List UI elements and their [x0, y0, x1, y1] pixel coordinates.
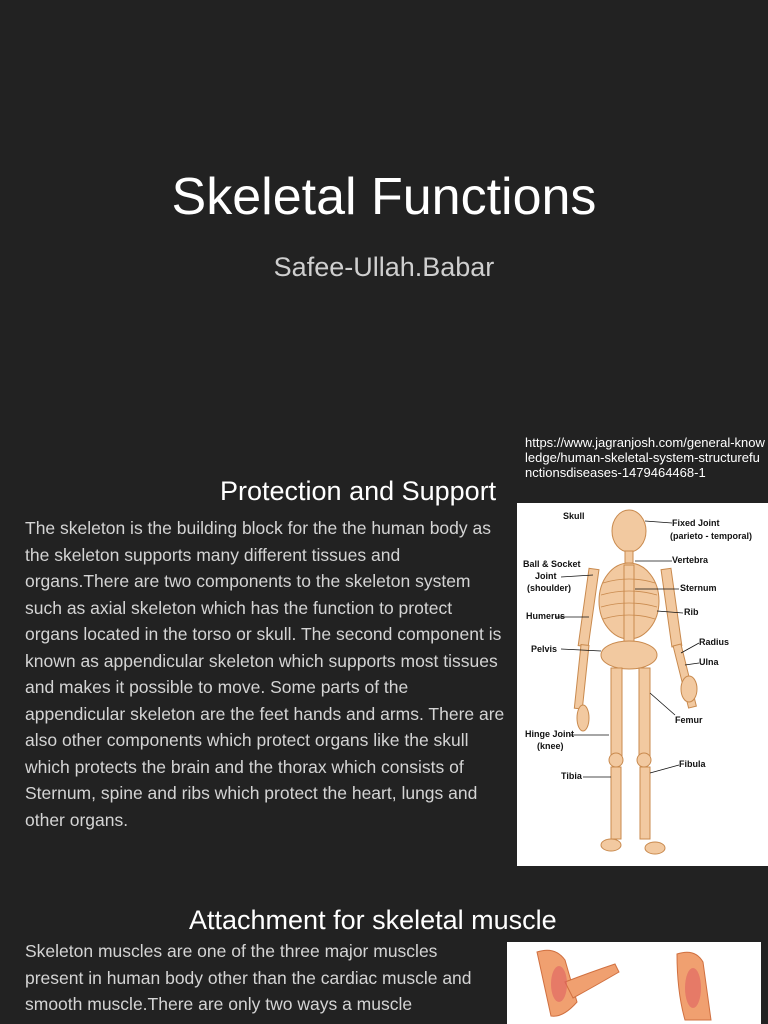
- label-ulna: Ulna: [699, 657, 719, 667]
- label-skull: Skull: [563, 511, 585, 521]
- label-fixed-joint: Fixed Joint: [672, 518, 720, 528]
- label-ball-socket: Ball & Socket: [523, 559, 581, 569]
- label-joint: Joint: [535, 571, 557, 581]
- muscle-diagram: [507, 942, 761, 1024]
- slide-author: Safee-Ullah.Babar: [273, 252, 495, 282]
- skeleton-drawing: [517, 503, 768, 866]
- skeleton-diagram: [517, 503, 768, 866]
- label-fibula: Fibula: [679, 759, 706, 769]
- label-fixed-joint-sub: (parieto - temporal): [670, 531, 753, 541]
- section-heading-attachment: Attachment for skeletal muscle: [189, 905, 557, 935]
- label-pelvis: Pelvis: [531, 644, 558, 654]
- label-knee: (knee): [537, 741, 564, 751]
- muscle-drawing: [507, 942, 761, 1024]
- section-body-protection: The skeleton is the building block for the the human body as the skeleton supports many different tissues and organs.There are two components to the skeleton system such as axial skeleton which has the function to protect organs located in the torso or skull. The second component is known as appendicular skeleton which supports most tissues and makes it possible to move. Some parts of the appendicular skeleton are the feet hands and arms. There are also other components which protect organs like the skull which protects the brain and the thorax which consists of Sternum, spine and ribs which protect the heart, lungs and other organs.: [25, 518, 505, 830]
- label-femur: Femur: [675, 715, 703, 725]
- label-shoulder: (shoulder): [527, 583, 571, 593]
- section-heading-protection: Protection and Support: [220, 476, 497, 506]
- label-hinge-joint: Hinge Joint: [525, 729, 574, 739]
- label-rib: Rib: [684, 607, 699, 617]
- slide-title: Skeletal Functions: [171, 168, 597, 226]
- label-humerus: Humerus: [526, 611, 566, 621]
- label-tibia: Tibia: [561, 771, 582, 781]
- label-radius: Radius: [699, 637, 730, 647]
- label-vertebra: Vertebra: [672, 555, 709, 565]
- source-url[interactable]: https://www.jagranjosh.com/general-knowledge/human-skeletal-system-structurefunctionsdiseases-1479464468-1: [525, 435, 765, 480]
- label-sternum: Sternum: [680, 583, 717, 593]
- section-body-attachment: Skeleton muscles are one of the three major muscles present in human body other than the cardiac muscle and smooth muscle.There are only two ways a muscle: [25, 941, 472, 1014]
